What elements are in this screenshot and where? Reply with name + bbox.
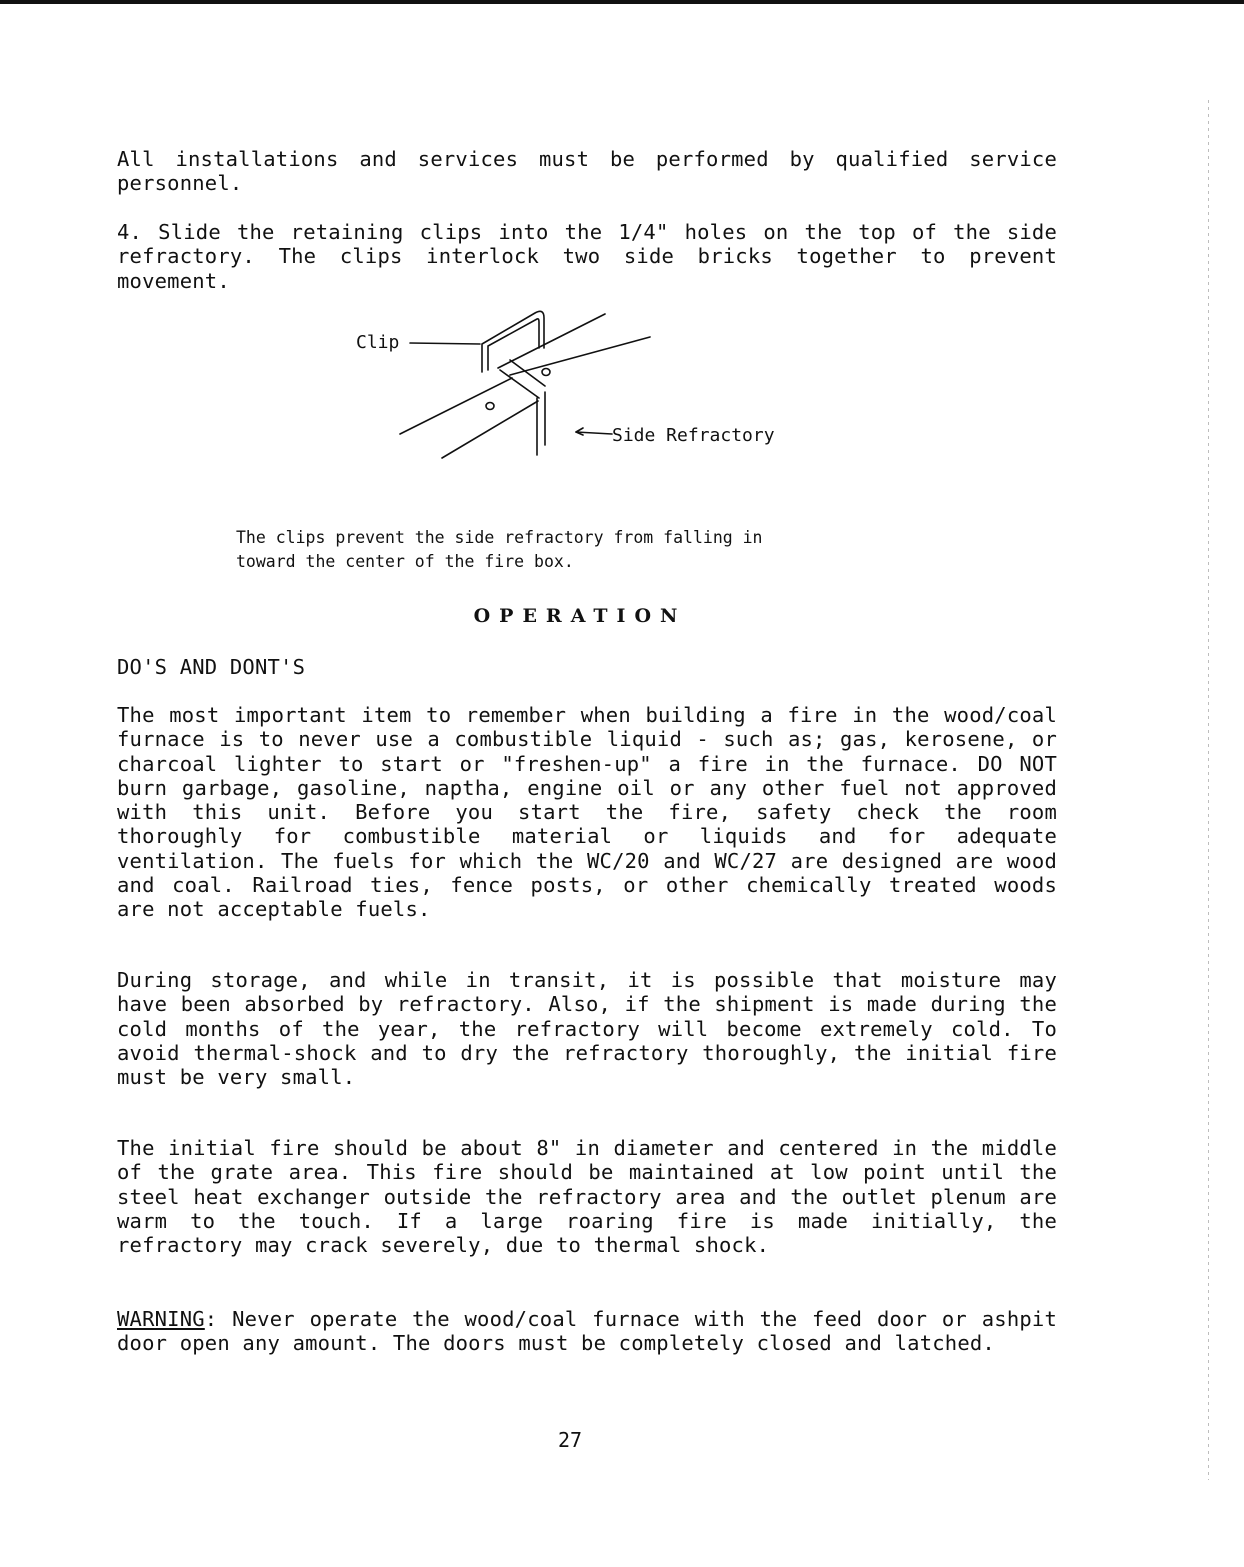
clip-label: Clip [356, 332, 400, 353]
section-heading: OPERATION [473, 605, 687, 627]
hole-2 [486, 403, 494, 410]
step-4-paragraph: 4. Slide the retaining clips into the 1/4" holes on the top of the side refractory. The clips interlock two side bricks together to prevent movement. [117, 220, 1057, 293]
brick-edge-top-2 [510, 337, 650, 375]
caption-line-1: The clips prevent the side refractory from falling in [236, 528, 763, 547]
hole-1 [542, 369, 550, 376]
clip-diagram [340, 300, 820, 470]
side-refractory-label: Side Refractory [612, 425, 775, 446]
fuel-safety-paragraph: The most important item to remember when building a fire in the wood/coal furnace is to never use a combustible liquid - such as; gas, kerosene, or charcoal lighter to start or "freshen-up" a fire in the furnace. DO NOT burn garbage, gasoline, naptha, engine oil or any other fuel not approved with this unit. Before you start the fire, safety check the room thoroughly for combustible material or liquids and for adequate ventilation. The fuels for which the WC/20 and WC/27 are designed are wood and coal. Railroad ties, fence posts, or other chemically treated woods are not acceptable fuels. [117, 703, 1057, 922]
warning-label: WARNING [117, 1307, 205, 1331]
storage-paragraph: During storage, and while in transit, it is possible that moisture may have been absorbed by refractory. Also, if the shipment is made during the cold months of the year, the refractory will become extremely cold. To avoid thermal-shock and to dry the refractory thoroughly, the initial fire must be very small. [117, 968, 1057, 1090]
brick-joint-1 [500, 370, 539, 398]
intro-paragraph: All installations and services must be performed by qualified service personnel. [117, 147, 1057, 196]
warning-paragraph [117, 1307, 1057, 1356]
scan-edge-line [1208, 100, 1209, 1480]
clip-leader-line [410, 343, 480, 344]
page-number: 27 [557, 1428, 583, 1452]
brick-edge-top-1 [498, 314, 605, 368]
warning-text: : Never operate the wood/coal furnace with the feed door or ashpit door open any amount. The doors must be completely closed and latched. [117, 1307, 1057, 1356]
dos-donts-subheading: DO'S AND DONT'S [117, 655, 306, 679]
initial-fire-paragraph: The initial fire should be about 8" in diameter and centered in the middle of the grate area. This fire should be maintained at low point until the steel heat exchanger outside the refractory area and the outlet plenum are warm to the touch. If a large roaring fire is made initially, the refractory may crack severely, due to thermal shock. [117, 1136, 1057, 1258]
top-border-line [0, 0, 1244, 4]
figure-caption [236, 526, 936, 574]
caption-line-2: toward the center of the fire box. [236, 552, 574, 571]
